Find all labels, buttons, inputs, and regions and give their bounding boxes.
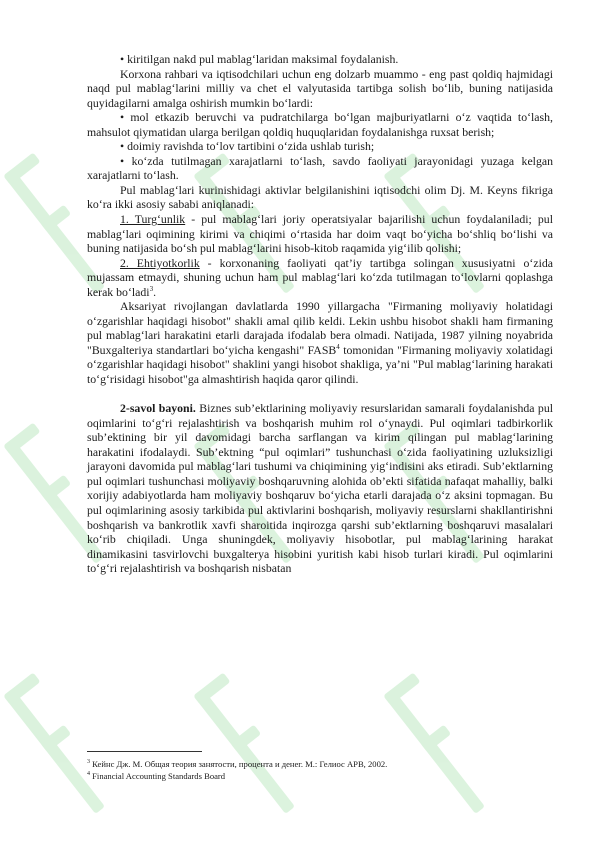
paragraph-text: • doimiy ravishda to‘lov tartibini o‘zida ushlab turish; — [120, 139, 375, 154]
spacer — [87, 387, 553, 402]
paragraph-text: Pul mablag‘lari kurinishidagi aktivlar belgilanishini iqtisodchi olim Dj. M. Keyns fikriga ko‘ra ikki asosiy sababi aniqlanadi: — [87, 182, 553, 212]
watermark-mark — [378, 672, 505, 817]
footnote-text: Кейнс Дж. М. Общая теория занятости, процента и денег. М.: Гелиос АРВ, 2002. — [90, 759, 388, 769]
section-paragraph — [87, 401, 553, 576]
footnote-number: 4 — [87, 771, 90, 778]
footnote-ref[interactable]: 4 — [336, 343, 340, 352]
paragraph-text: • mol etkazib beruvchi va pudratchilarga bo‘lgan majburiyatlarni o‘z vaqtida to‘lash, mahsulot qiymatidan ularga berilgan qoldiq huquqlaridan foydalanishga ruxsat berish; — [87, 110, 553, 139]
section-heading: 2-savol bayoni. — [120, 401, 196, 416]
paragraph-text: • kiritilgan nakd pul mablag‘laridan maksimal foydalanish. — [120, 52, 399, 66]
numbered-paragraph — [87, 212, 553, 256]
bullet-paragraph — [87, 154, 553, 183]
footnote — [87, 758, 553, 770]
footnote-text: Financial Accounting Standards Board — [90, 771, 226, 781]
paragraph-text: • ko‘zda tutilmagan xarajatlarni to‘lash, savdo faoliyati jarayonidagi yuzaga kelgan xarajatlarni to‘lash. — [87, 153, 553, 183]
body-text — [87, 52, 553, 576]
paragraph-text: Biznes sub’ektlarining moliyaviy resurslaridan samarali foydalanishda pul oqimlarini to‘g‘ri rejalashtirish va boshqarish muhim rol o‘ynaydi. Pul oqimlari tadbirkorlik sub’ektining bir yil davomidagi barcha sarflangan va kirim qilingan pul mablag‘larining harakatini ifodalaydi. Sub’ektning “pul oqimlari” tushunchasi o‘zida faoliyatining uzluksizligi jarayoni davomida pul mablag‘lari tushumi va chiqimining yig‘indisini aks etiradi. Sub’ektlarning pul oqimlari tushunchasi moliyaviy boshqaruvning alohida ob’ekti sifatida nafaqat mahalliy, balki xorijiy adabiyotlarda ham moliyaviy boshqaruv bo‘yicha etarli darajada o‘z aksini topmagan. Bu pul oqimlarining asosiy tarkibida pul aktivlarini boshqarish, moliyaviy resurslarni shakllantirishni boshqarish va bankrotlik xavfi sharoitida inqirozga qarshi sub’ektlarning boshqaruvi masalalari ko‘rib chiqiladi. Unga shuningdek, moliyaviy hisobotlar, pul mablag‘larining harakat dinamikasini tasvirlovchi buxgalterya hisobini yuritish kabi hisob turlari kiradi. Pul oqimlarini to‘g‘ri rejalashtirish va boshqarish nisbatan — [87, 401, 553, 576]
footnote-ref[interactable]: 3 — [149, 284, 154, 293]
bullet-paragraph — [87, 139, 553, 154]
paragraph-text: - pul mablag‘lari joriy operatsiyalar bajarilishi uchun foydalaniladi; pul mablag‘lari oqimining kirimi va chiqimi o‘rtasida har doim vaqt bo‘yicha bo‘shliq bo‘lishi va buning natijasida bo‘sh pul mablag‘larini hisob-kitob raqamida yig‘ilib qolishi; — [87, 212, 553, 256]
paragraph-text: - korxonaning faoliyati qat’iy tartibga solingan xususiyatni o‘zida mujassam etmaydi, shuning uchun ham pul mablag‘lari ko‘zda tutilmagan to‘lovlarni qoplashga kerak bo‘ladi — [87, 255, 553, 299]
bullet-paragraph — [87, 52, 553, 67]
watermark-mark — [188, 672, 315, 817]
paragraph — [87, 183, 553, 212]
paragraph-text: . — [153, 284, 157, 299]
footnotes — [87, 758, 553, 782]
numbered-paragraph — [87, 256, 553, 300]
paragraph — [87, 299, 553, 386]
term-underlined: 1. Turg‘unlik — [120, 212, 186, 227]
footnote-number: 3 — [87, 759, 90, 766]
paragraph — [87, 67, 553, 111]
footnote — [87, 770, 553, 782]
paragraph-text: Aksariyat rivojlangan davlatlarda 1990 yillargacha "Firmaning moliyaviy holatidagi o‘zgarishlar haqidagi hisobot" shakli amal qilib keldi. Lekin ushbu hisobot shakli ham firmaning pul mablag‘lari harakatini etarli darajada ifodalab bera olmadi. Natijada, 1987 yilning noyabrida "Buxgalteriya standartlari bo‘yicha kengashi" FASB — [87, 299, 553, 357]
watermark-mark — [0, 672, 126, 817]
bullet-paragraph — [87, 110, 553, 139]
footnote-divider — [87, 751, 202, 752]
paragraph-text: tomonidan "Firmaning moliyaviy xolatidagi o‘zgarishlar haqidagi hisobot" shaklini yangi hisobot shakliga, ya’ni "Pul mablag‘larining harakati to‘g‘risidagi hisobot"ga almashtirish haqida qaror qilindi. — [87, 342, 553, 387]
term-underlined: 2. Ehtiyotkorlik — [120, 255, 200, 270]
paragraph-text: Korxona rahbari va iqtisodchilari uchun eng dolzarb muammo - eng past qoldiq hajmidagi naqd pul mablag‘larini milliy va chet el valyutasida tartibga solish bo‘lib, buning natijasida quyidagilarni amalga oshirish mumkin bo‘lardi: — [87, 66, 553, 110]
